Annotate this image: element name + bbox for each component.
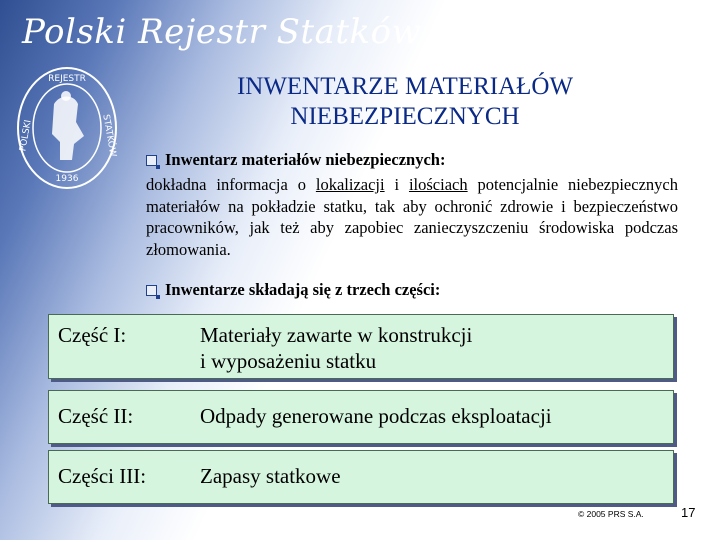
bullet-box-icon bbox=[146, 155, 157, 166]
para-link-location: lokalizacji bbox=[315, 175, 385, 194]
inventory-description bbox=[146, 174, 678, 260]
seal-logo bbox=[14, 64, 120, 192]
bullet-parts bbox=[146, 280, 440, 300]
para-text-3: potencjalnie niebezpiecznych materiałów na pokładzie statku, tak aby ochronić zdrowie i bezpieczeństwo pracowników, jak też aby zapobiec zanieczyszczeniu środowiska podczas złomowania. bbox=[146, 175, 678, 259]
para-text-2: i bbox=[384, 175, 409, 194]
part-3-value: Zapasy statkowe bbox=[200, 464, 341, 488]
seal-text-left: POLSKI bbox=[18, 119, 34, 153]
seal-year: 1936 bbox=[55, 174, 79, 184]
part-2-value: Odpady generowane podczas eksploatacji bbox=[200, 404, 552, 428]
bullet-inventory-text: Inwentarz materiałów niebezpiecznych: bbox=[165, 150, 446, 169]
part-2-label: Część II: bbox=[58, 404, 134, 428]
part-1-value-line2: i wyposażeniu statku bbox=[200, 349, 377, 373]
seal-text-top: REJESTR bbox=[48, 74, 86, 84]
part-3-box bbox=[48, 450, 674, 504]
slide-title: INWENTARZE MATERIAŁÓW NIEBEZPIECZNYCH bbox=[236, 73, 574, 130]
part-1-value-line1: Materiały zawarte w konstrukcji bbox=[200, 323, 473, 347]
bullet-parts-text: Inwentarze składają się z trzech części: bbox=[165, 280, 441, 299]
part-3-label: Części III: bbox=[58, 464, 147, 488]
part-1-value bbox=[200, 322, 660, 374]
part-1-label: Część I: bbox=[58, 323, 127, 347]
part-2-box bbox=[48, 390, 674, 444]
page-number: 17 bbox=[681, 505, 696, 520]
para-text-1: dokładna informacja o bbox=[146, 175, 316, 194]
part-1-box bbox=[48, 314, 674, 379]
bullet-box-icon bbox=[146, 285, 157, 296]
copyright-notice: © 2005 PRS S.A. bbox=[578, 509, 644, 519]
brand-logo-text: Polski Rejestr Statków bbox=[22, 12, 422, 52]
bullet-inventory bbox=[146, 150, 445, 170]
para-link-quantity: ilościach bbox=[408, 175, 468, 194]
seal-text-right: STATKÓW bbox=[100, 113, 118, 158]
